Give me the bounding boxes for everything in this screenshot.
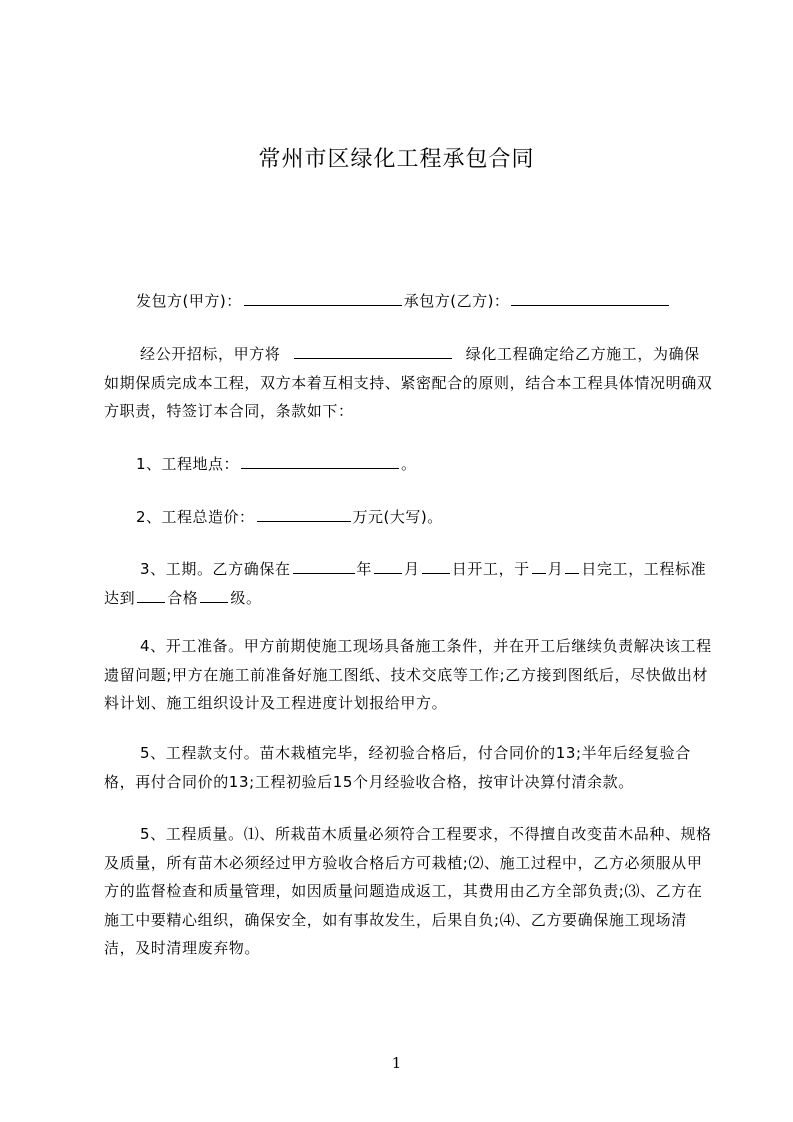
document-title: 常州市区绿化工程承包合同	[258, 147, 535, 172]
clause-3-text-3: 月	[404, 560, 420, 578]
intro-paragraph	[104, 340, 714, 426]
location-blank[interactable]	[241, 454, 399, 469]
clause-3-text-6: 日完工，工程标准	[581, 560, 707, 578]
standard-blank-2[interactable]	[200, 588, 228, 603]
clause-2-label: 2、工程总造价：	[136, 508, 255, 526]
clause-5-quality: 5、工程质量。⑴、所栽苗木质量必须符合工程要求，不得擅自改变苗木品种、规格及质量，所有苗木必须经过甲方验收合格后方可栽植;⑵、施工过程中，乙方必须服从甲方的监督检查和质量管理，如因质量问题造成返工，其费用由乙方全部负责;⑶、乙方在施工中要精心组织，确保安全，如有事故发生，后果自负;⑷、乙方要确保施工现场清洁，及时清理废弃物。	[104, 825, 712, 957]
page-number: 1	[391, 1054, 402, 1072]
end-month-blank[interactable]	[532, 559, 546, 574]
start-month-blank[interactable]	[374, 559, 402, 574]
clause-3-text-4: 日开工，于	[451, 560, 530, 578]
clause-5-payment: 5、工程款支付。苗木栽植完毕，经初验合格后，付合同价的13;半年后经复验合格，再付合同价的13;工程初验后15个月经验收合格，按审计决算付清余款。	[104, 744, 691, 791]
start-year-blank[interactable]	[293, 559, 355, 574]
clause-3-text-9: 级。	[230, 588, 262, 607]
total-cost-blank[interactable]	[257, 507, 351, 522]
clause-3	[104, 555, 714, 612]
end-day-blank[interactable]	[565, 559, 579, 574]
clause-1	[136, 453, 417, 474]
party-b-blank[interactable]	[511, 291, 669, 306]
clause-1-end: 。	[401, 455, 417, 473]
party-b-label: 承包方(乙方)：	[403, 292, 510, 310]
intro-text-2: 绿化工程确定给乙方施工，为确保如期保质完成本工程，双方本着互相支持、紧密配合的原则，结合本工程具体情况明确双方职责，特签订本合同，条款如下：	[104, 345, 713, 420]
clause-3-text-7: 达到	[104, 588, 136, 607]
party-a-blank[interactable]	[244, 291, 402, 306]
clause-3-text-8: 合格	[167, 588, 199, 607]
clause-2	[136, 506, 443, 527]
clause-3-text-1: 3、工期。乙方确保在	[140, 560, 291, 578]
intro-text-1: 经公开招标，甲方将	[140, 345, 281, 363]
start-day-blank[interactable]	[422, 559, 450, 574]
party-a-label: 发包方(甲方)：	[136, 292, 242, 310]
clause-2-end: 万元(大写)。	[352, 508, 443, 526]
parties-line	[136, 290, 671, 311]
standard-blank-1[interactable]	[137, 588, 165, 603]
clause-3-text-5: 月	[547, 560, 564, 578]
project-name-blank[interactable]	[294, 344, 452, 359]
clause-3-text-2: 年	[356, 560, 373, 578]
clause-4: 4、开工准备。甲方前期使施工现场具备施工条件，并在开工后继续负责解决该工程遗留问题;甲方在施工前准备好施工图纸、技术交底等工作;乙方接到图纸后，尽快做出材料计划、施工组织设计及工程进度计划报给甲方。	[104, 637, 712, 712]
clause-1-label: 1、工程地点：	[136, 455, 240, 473]
